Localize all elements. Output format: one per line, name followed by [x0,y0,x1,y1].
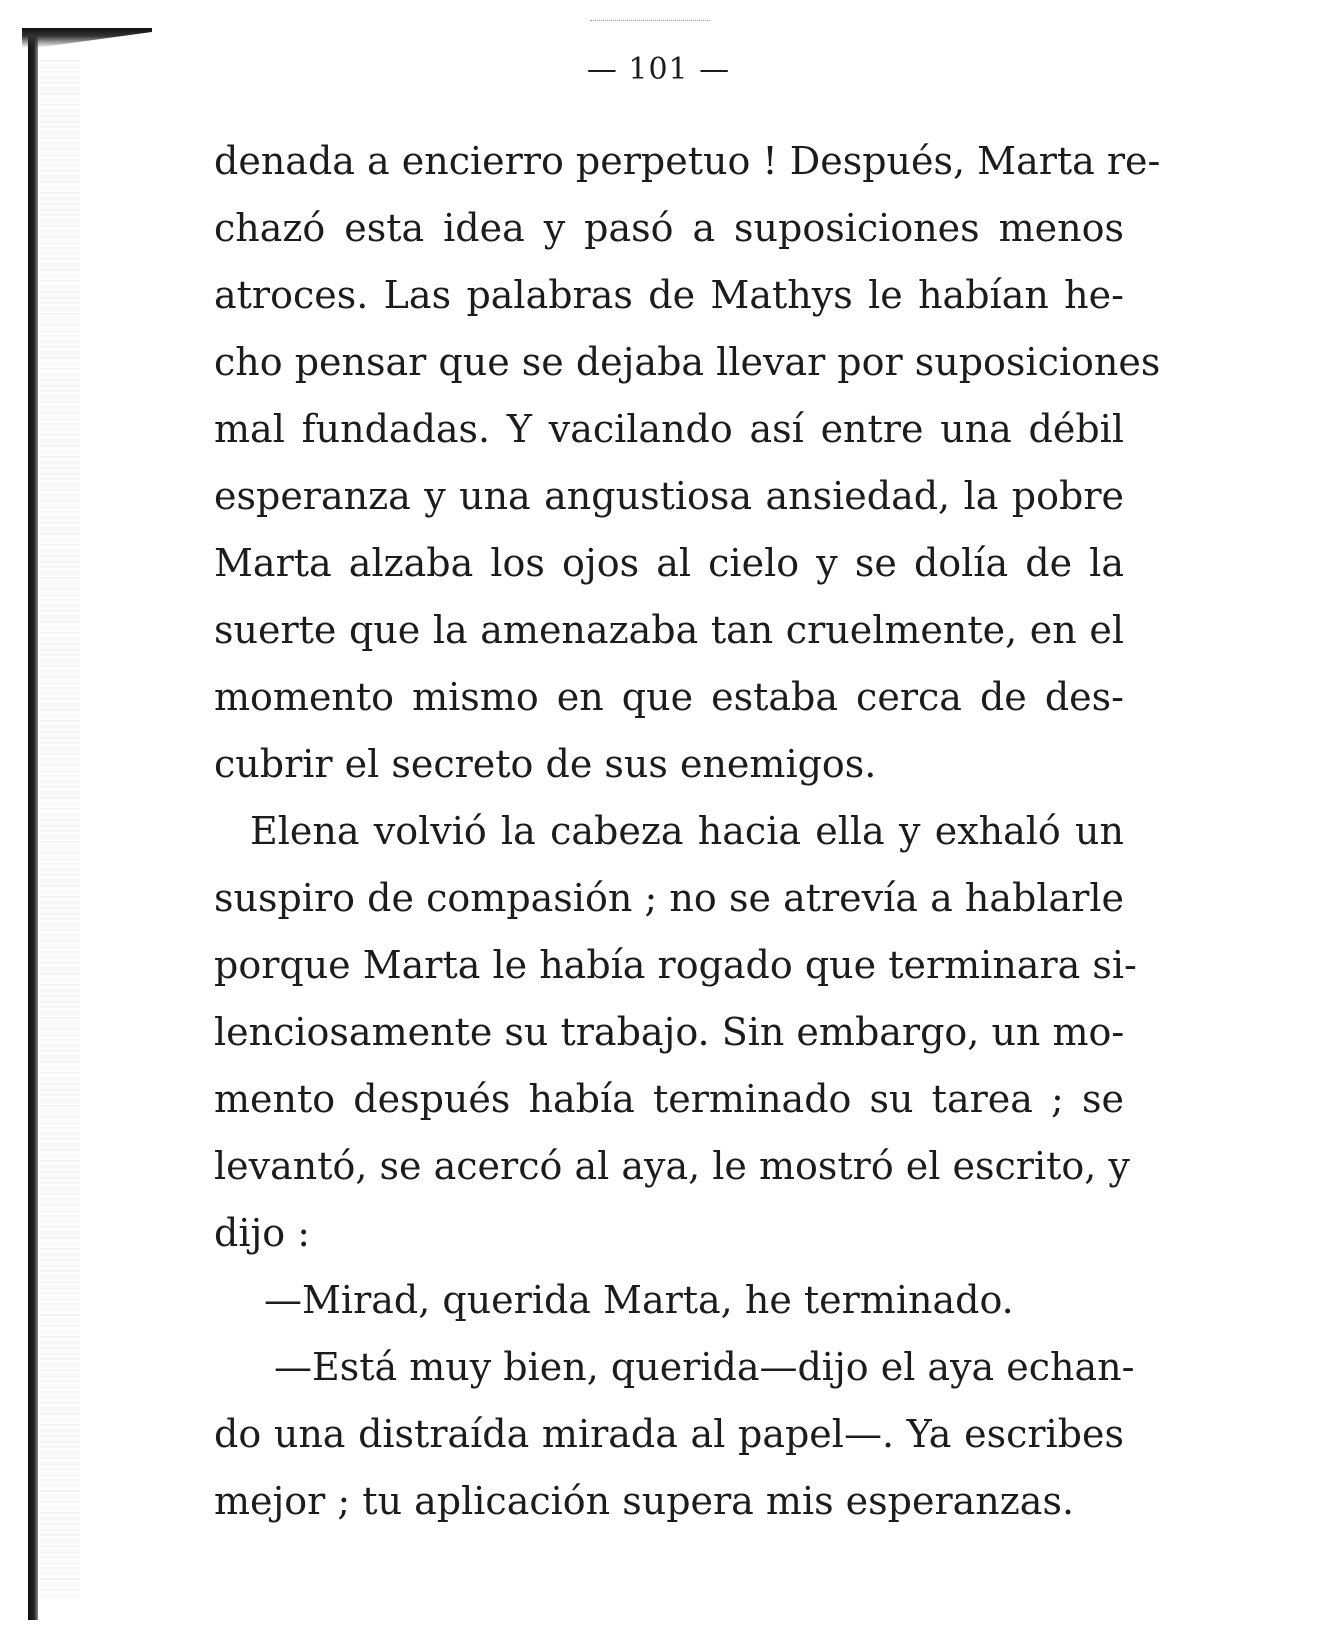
text-line: cubrir el secreto de sus enemigos. [214,742,877,786]
page-body [214,128,1161,1535]
text-line: denada a encierro perpetuo ! Después, Marta re- [214,139,1161,183]
text-line: —Está muy bien, querida—dijo el aya echan- [274,1345,1135,1389]
text-line: mal fundadas. Y vacilando así entre una débil [214,407,1124,451]
page-number: — 101 — [586,52,731,87]
text-line: —Mirad, querida Marta, he terminado. [264,1278,1014,1322]
text-line: mejor ; tu aplicación supera mis esperanzas. [214,1479,1075,1523]
text-line: esperanza y una angustiosa ansiedad, la pobre [214,474,1124,518]
text-line: levantó, se acercó al aya, le mostró el escrito, y [214,1144,1130,1188]
text-line: mento después había terminado su tarea ; se [214,1077,1124,1121]
paragraph-3 [214,1267,1124,1334]
book-spine-top-edge [22,28,152,48]
paragraph-2 [214,798,1137,1267]
text-line: do una distraída mirada al papel—. Ya escribes [214,1412,1124,1456]
text-line: cho pensar que se dejaba llevar por suposiciones [214,340,1161,384]
text-line: porque Marta le había rogado que terminara si- [214,943,1137,987]
text-line: atroces. Las palabras de Mathys le habían he- [214,273,1124,317]
text-line: suspiro de compasión ; no se atrevía a hablarle [214,876,1124,920]
paragraph-4 [214,1334,1135,1535]
text-line: suerte que la amenazaba tan cruelmente, en el [214,608,1124,652]
text-line: Elena volvió la cabeza hacia ella y exhaló un [250,809,1124,853]
top-edge-mark [590,20,710,21]
book-spine-shadow [28,30,38,1620]
scan-noise [40,60,80,1600]
text-line: lenciosamente su trabajo. Sin embargo, un mo- [214,1010,1125,1054]
text-line: Marta alzaba los ojos al cielo y se dolía de la [214,541,1124,585]
paragraph-1 [214,128,1161,798]
text-line: chazó esta idea y pasó a suposiciones menos [214,206,1124,250]
text-line: dijo : [214,1211,311,1255]
text-line: momento mismo en que estaba cerca de des- [214,675,1124,719]
